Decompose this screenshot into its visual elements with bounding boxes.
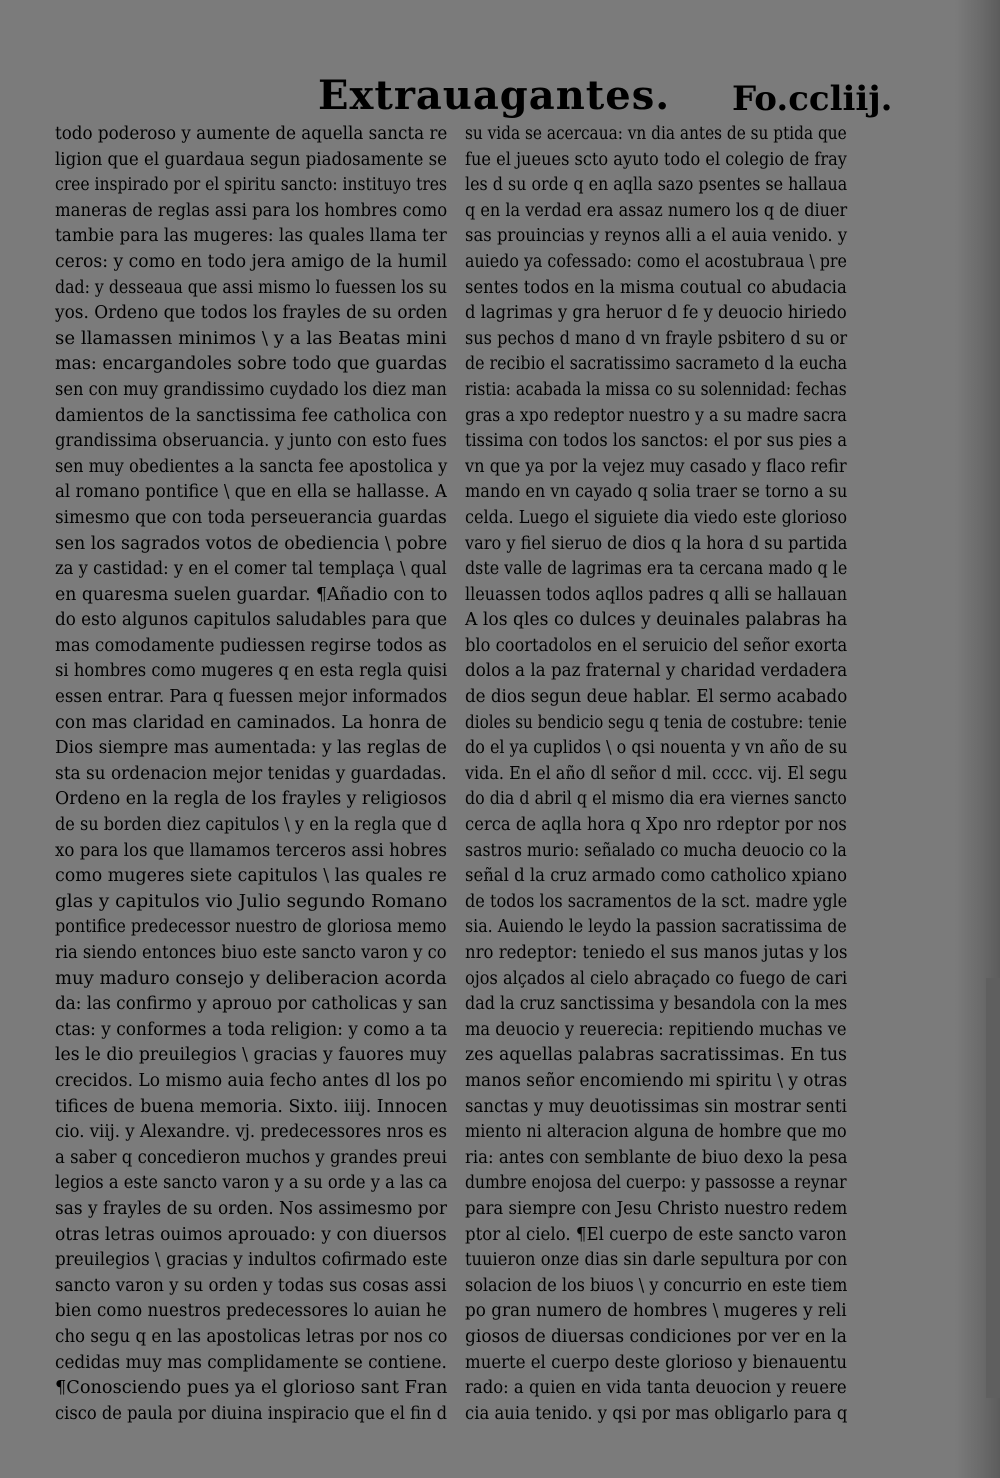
text-line: simesmo que con toda perseuerancia guardas: [55, 507, 447, 528]
text-line: sen muy obedientes a la sancta fee apostolica y: [55, 456, 448, 477]
text-line: sancto varon y su orden y todas sus cosas assi: [55, 1275, 447, 1296]
text-line: pontifice predecessor nuestro de gloriosa memo: [55, 917, 447, 938]
text-line: sas y frayles de su orden. Nos assimesmo por: [55, 1198, 447, 1219]
right-text-column: [465, 122, 847, 1427]
text-line: vn que ya por la vejez muy casado y flaco refir: [465, 456, 847, 477]
text-line: maneras de reglas assi para los hombres como: [55, 200, 448, 221]
text-line: cerca de aqlla hora q Xpo nro rdeptor por nos: [465, 815, 847, 836]
text-line: crecidos. Lo mismo auia fecho antes dl los po: [55, 1070, 448, 1091]
text-line: señal d la cruz armado como catholico xpiano: [465, 866, 848, 887]
text-line: dioles su bendicio segu q tenia de costubre: tenie: [465, 712, 847, 733]
text-line: nro redeptor: teniedo el sus manos jutas y los: [465, 943, 848, 963]
text-line: ma deuocio y reuerecia: repitiendo muchas ve: [465, 1019, 847, 1040]
text-line: damientos de la sanctissima fee catholica con: [55, 405, 447, 426]
text-line: legios a este sancto varon y a su orde y a las ca: [55, 1173, 448, 1194]
text-line: q en la verdad era assaz numero los q de diuer: [465, 200, 848, 221]
text-line: ria: antes con semblante de biuo dexo la pesa: [465, 1147, 848, 1168]
text-line: fue el jueues scto ayuto todo el colegio de fray: [465, 149, 847, 170]
text-line: tambie para las mugeres: las quales llama ter: [55, 226, 447, 247]
text-line: de su borden diez capitulos \ y en la regla que d: [55, 815, 448, 836]
text-line: otras letras ouimos aprouado: y con diuersos: [55, 1224, 447, 1245]
text-line: lleuassen todos aqllos padres q alli se hallauan: [465, 584, 848, 605]
text-line: todo poderoso y aumente de aquella sancta re: [55, 124, 448, 144]
text-line: A los qles co dulces y deuinales palabras ha: [465, 610, 848, 631]
text-line: vida. En el año dl señor d mil. cccc. vij. El segu: [465, 763, 848, 784]
text-line: sen con muy grandissimo cuydado los diez man: [55, 379, 447, 400]
text-line: cho segu q en las apostolicas letras por nos co: [55, 1326, 448, 1347]
text-line: muerte el cuerpo deste glorioso y bienauentu: [465, 1352, 848, 1373]
text-line: cisco de paula por diuina inspiracio que el fin d: [55, 1403, 448, 1424]
text-line: tuuieron onze dias sin darle sepultura por con: [465, 1250, 848, 1271]
text-line: glas y capitulos vio Julio segundo Romano: [55, 891, 448, 912]
text-line: Dios siempre mas aumentada: y las reglas de: [55, 738, 447, 759]
text-line: blo coortadolos en el seruicio del señor exorta: [465, 635, 848, 656]
text-line: a saber q concedieron muchos y grandes preui: [55, 1147, 447, 1168]
text-line: manos señor encomiendo mi spiritu \ y otras: [465, 1070, 848, 1091]
text-line: essen entrar. Para q fuessen mejor informados: [55, 687, 448, 708]
text-line: sas prouincias y reynos alli a el auia venido. y: [465, 226, 848, 247]
text-line: en quaresma suelen guardar. ¶Añadio con to: [55, 584, 448, 605]
text-line: grandissima obseruancia. y junto con esto fues: [55, 431, 447, 452]
text-line: po gran numero de hombres \ mugeres y reli: [465, 1301, 847, 1322]
text-line: sastros murio: señalado co mucha deuocio co la: [465, 840, 847, 861]
text-line: cedidas muy mas complidamente se contiene.: [55, 1352, 447, 1373]
text-line: celda. Luego el siguiete dia viedo este glorioso: [465, 507, 848, 528]
text-line: de dios segun deue hablar. El sermo acabado: [465, 687, 848, 708]
text-line: xo para los que llamamos terceros assi hobres: [55, 840, 447, 861]
left-text-column: [55, 122, 447, 1427]
text-line: ristia: acabada la missa co su solennidad: fechas: [465, 379, 847, 400]
text-line: tissima con todos los sanctos: el por sus pies a: [465, 431, 848, 452]
text-line: ptor al cielo. ¶El cuerpo de este sancto varon: [465, 1224, 847, 1245]
text-line: Ordeno en la regla de los frayles y religiosos: [55, 789, 447, 810]
text-line: dad: y desseaua que assi mismo lo fuessen los su: [55, 277, 448, 298]
text-line: varo y fiel sieruo de dios q la hora d su partida: [465, 533, 848, 554]
page-shadow: [986, 978, 1000, 1398]
text-line: cree inspirado por el spiritu sancto: instituyo tres: [55, 175, 447, 196]
text-line: sen los sagrados votos de obediencia \ pobre: [55, 533, 448, 554]
text-line: como mugeres siete capitulos \ las quales re: [55, 866, 447, 887]
text-line: cio. viij. y Alexandre. vj. predecessores nros es: [55, 1122, 447, 1143]
text-line: ceros: y como en todo jera amigo de la humil: [55, 251, 448, 272]
text-line: zes aquellas palabras sacratissimas. En tus: [465, 1045, 847, 1066]
text-line: sta su ordenacion mejor tenidas y guardadas.: [55, 763, 447, 784]
text-line: do esto algunos capitulos saludables para que: [55, 610, 448, 631]
text-line: mando en vn cayado q solia traer se torno a su: [465, 482, 848, 503]
text-line: sentes todos en la misma coutual co abudacia: [465, 277, 847, 298]
text-line: les d su orde q en aqlla sazo psentes se hallaua: [465, 175, 848, 196]
text-line: se llamassen minimos \ y a las Beatas mini: [55, 328, 447, 349]
text-line: ojos alçados al cielo abraçado co fuego de cari: [465, 968, 848, 989]
text-line: para siempre con Jesu Christo nuestro redem: [465, 1198, 848, 1219]
text-line: dad la cruz sanctissima y besandola con la mes: [465, 994, 848, 1015]
text-line: ¶Conosciendo pues ya el glorioso sant Fran: [55, 1378, 448, 1399]
text-line: solacion de los biuos \ y concurrio en este tiem: [465, 1275, 848, 1296]
text-line: auiedo ya cofessado: como el acostubraua \ pre: [465, 251, 847, 272]
text-line: sia. Auiendo le leydo la passion sacratissima de: [465, 917, 847, 938]
text-line: d lagrimas y gra heruor d fe y deuocio hiriedo: [465, 303, 847, 324]
text-line: de recibio el sacratissimo sacrameto d la eucha: [465, 354, 848, 375]
text-line: sanctas y muy deuotissimas sin mostrar senti: [465, 1096, 847, 1117]
text-line: mas: encargandoles sobre todo que guardas: [55, 354, 447, 375]
text-line: giosos de diuersas condiciones por ver en la: [465, 1326, 847, 1347]
text-line: dumbre enojosa del cuerpo: y passosse a reynar: [465, 1173, 847, 1194]
text-line: yos. Ordeno que todos los frayles de su orden: [55, 303, 448, 324]
text-line: ligion que el guardaua segun piadosamente se: [55, 149, 447, 170]
text-line: muy maduro consejo y deliberacion acorda: [55, 968, 447, 989]
folio-number: Fo.ccliij.: [732, 79, 893, 119]
text-line: dste valle de lagrimas era ta cercana mado q le: [465, 559, 848, 580]
text-line: preuilegios \ gracias y indultos cofirmado este: [55, 1250, 448, 1271]
text-line: do dia d abril q el mismo dia era viernes sancto: [465, 789, 847, 810]
text-line: mas comodamente pudiessen regirse todos as: [55, 635, 447, 656]
text-line: sus pechos d mano d vn frayle psbitero d su or: [465, 328, 848, 349]
text-line: su vida se acercaua: vn dia antes de su ptida que: [465, 124, 847, 144]
text-line: do el ya cuplidos \ o qsi nouenta y vn año de su: [465, 738, 848, 759]
text-line: gras a xpo redeptor nuestro y a su madre sacra: [465, 405, 847, 426]
text-line: miento ni alteracion alguna de hombre que mo: [465, 1122, 847, 1143]
text-line: za y castidad: y en el comer tal templaça \ qual: [55, 559, 447, 580]
text-line: tifices de buena memoria. Sixto. iiij. Innocen: [55, 1096, 448, 1117]
text-line: de todos los sacramentos de la sct. madre ygle: [465, 891, 848, 912]
text-line: ctas: y conformes a toda religion: y como a ta: [55, 1019, 448, 1040]
text-line: ria siendo entonces biuo este sancto varon y co: [55, 943, 447, 963]
text-line: con mas claridad en caminados. La honra de: [55, 712, 447, 733]
text-line: les le dio preuilegios \ gracias y fauores muy: [55, 1045, 447, 1066]
text-line: bien como nuestros predecessores lo auian he: [55, 1301, 447, 1322]
text-line: al romano pontifice \ que en ella se hallasse. A: [55, 482, 447, 503]
text-line: da: las confirmo y aprouo por catholicas y san: [55, 994, 448, 1015]
text-line: cia auia tenido. y qsi por mas obligarlo para q: [465, 1403, 848, 1424]
text-line: si hombres como mugeres q en esta regla quisi: [55, 661, 448, 682]
running-head-title: Extrauagantes.: [318, 72, 671, 119]
text-line: dolos a la paz fraternal y charidad verdadera: [465, 661, 848, 682]
text-line: rado: a quien en vida tanta deuocion y reuere: [465, 1378, 847, 1399]
